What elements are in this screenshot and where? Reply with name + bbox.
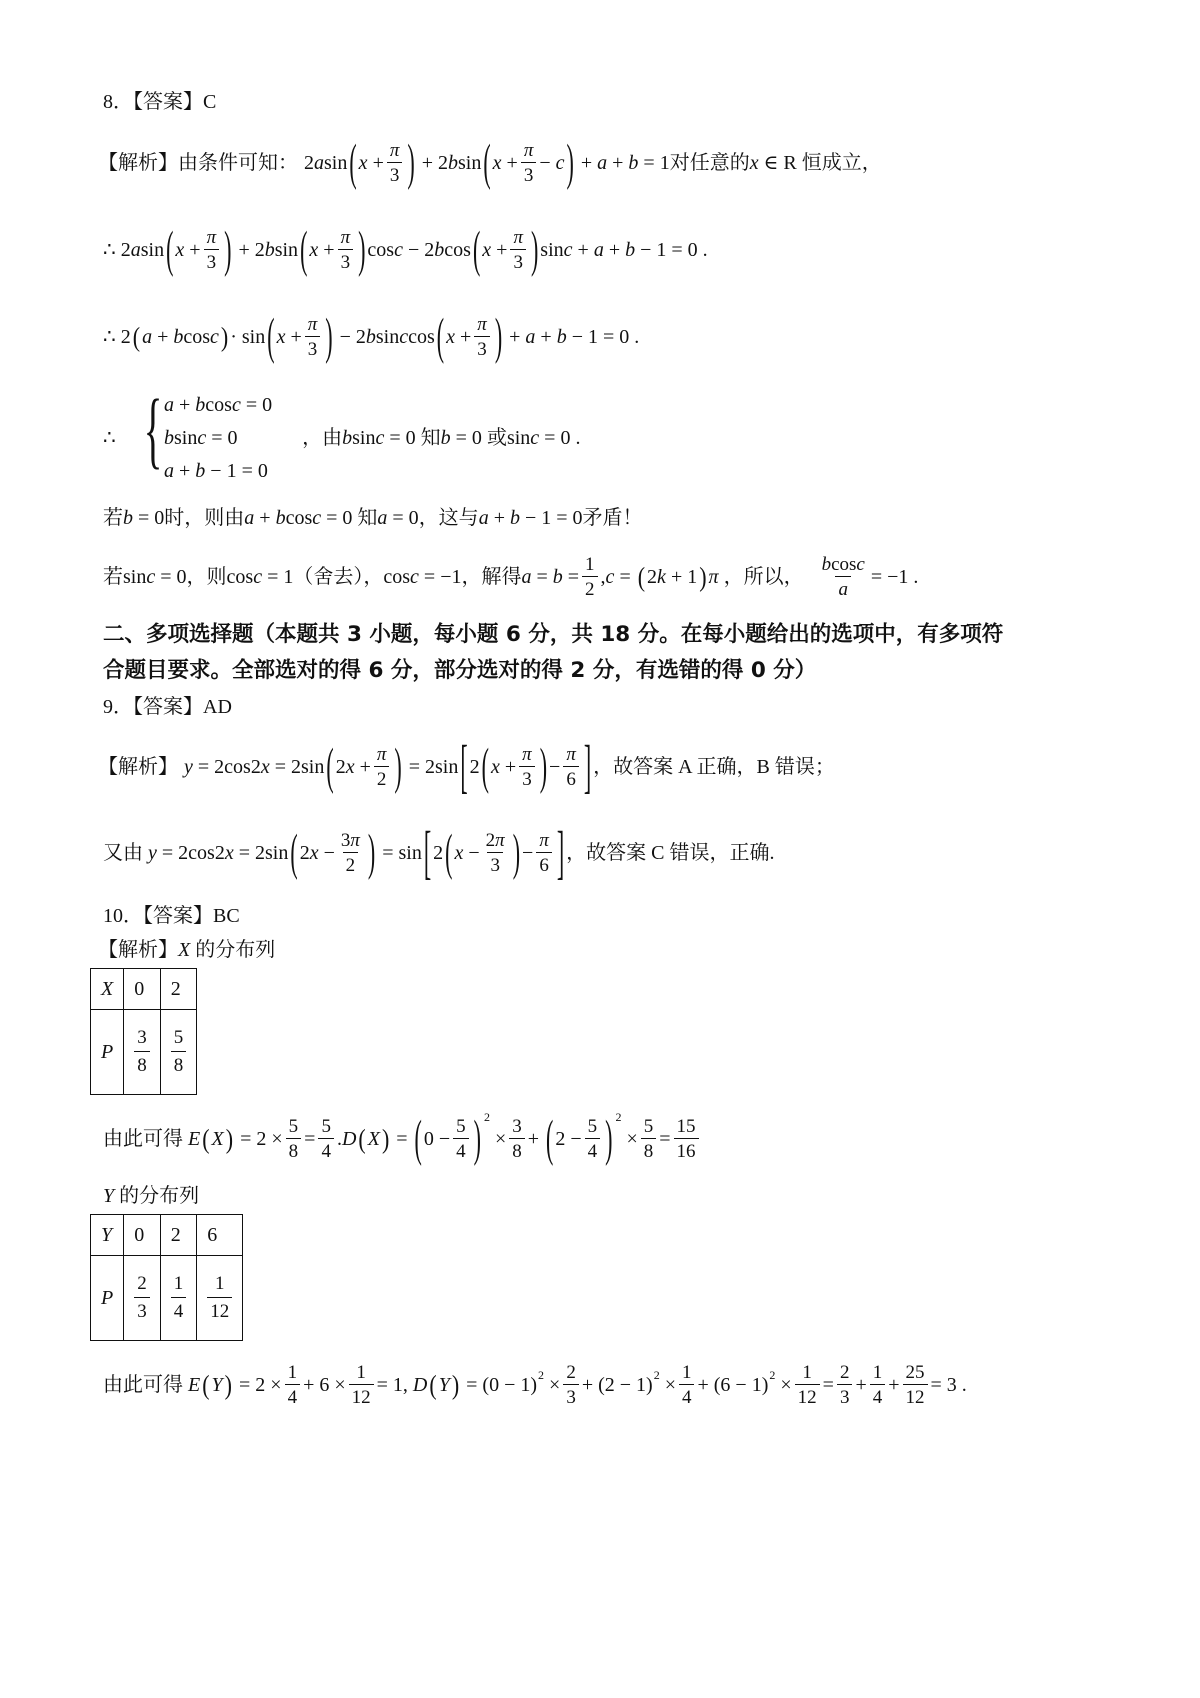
q10-answer: 10．【答案】BC [103,905,240,927]
q8-answer [103,92,1120,112]
q8-analysis-line-3: ∴ 2 ( a + b cos c ) · sin ( x + $\frac{\pi}{3}$ ) − 2 b sin c cos ( x + $\frac{\pi}{3}$ ) + a + b − 1 = 0 . [103,307,640,365]
q8-answer-label: 8．【答案】C [103,91,217,113]
q9-analysis-line-1: 【解析】 y = 2cos2 x = 2sin ( 2 x + $\frac{\pi}{2}$ ) = 2sin [ 2 ( x + $\frac{\pi}{3}$ ) − $\frac{\pi}{6}$ ] ，故答案 A 正确，B 错误； [98,731,835,800]
q8-analysis-line-2: ∴ 2 a sin ( x + $\frac{\pi}{3}$ ) + 2 b sin ( x + $\frac{\pi}{3}$ ) cos c − 2 b cos ( x + $\frac{\pi}{3}$ ) sin c + a + b − 1 = 0 . [103,220,708,278]
q8-analysis-line-6: 若 sin c = 0 ，则 cos c = 1 （舍去）， cos c = −1 ，解得 a = b = $\frac{1}{2}$ , c = ( 2 k + 1 ) π ，所以， $\frac{bcosc}{a}$ = −1 . [103,554,919,600]
q8-analysis-line-5: 若 b = 0 时，则由 a + b cos c = 0 知 a = 0 ，这与 a + b − 1 = 0 矛盾！ [103,507,643,529]
q8-analysis-line-1: 【解析】 由条件可知： 2 a sin ( x + $\frac{\pi}{3}$ ) + 2 b sin ( x + $\frac{\pi}{3}$ − c ) + a + b = 1 对任意的 x ∈ R 恒成立， [98,133,882,191]
q9-analysis-line-2: 又由 y = 2cos2 x = 2sin ( 2 x − $\frac{3\pi}{2}$ ) = sin [ 2 ( x − $\frac{2\pi}{3}$ ) − $\frac{\pi}{6}$ ] ，故答案 C 错误，正确. [103,817,775,886]
q10-x-dist-label: 【解析】 X 的分布列 [98,939,276,961]
y-distribution-table: Y 0 2 6 P $\frac{2}{3}$ $\frac{1}{4}$ $\frac{1}{12}$ [90,1214,243,1341]
equation-system: { a + bcosc = 0 bsinc = 0 a + b − 1 = 0 [143,381,273,482]
section-2-heading-line-2: 合题目要求。全部选对的得 6 分，部分选对的得 2 分，有选错的得 0 分） [103,658,817,683]
q10-y-expectation: 由此可得 E ( Y ) = 2 × $\frac{1}{4}$ + 6 × $\frac{1}{12}$ = 1, D ( Y ) = (0 − 1) 2 × $\frac{2}{3}$ + (2 − 1) 2 × $\frac{1}{4}$ + (6 − 1) 2 × $\frac{1}{12}$ = $\frac{2}{3}$ + $\frac{1}{4}$ + $\frac{25}{12}$ = 3 . [103,1362,967,1408]
section-2-heading-line-1: 二、多项选择题（本题共 3 小题，每小题 6 分，共 18 分。在每小题给出的选项中，有多项符 [103,622,1004,647]
q8-analysis-system: ∴ { a + bcosc = 0 bsinc = 0 a + b − 1 = 0 ，由 b sin c = 0 知 b = 0 或 sin c = 0 . [103,381,581,482]
q9-answer: 9．【答案】AD [103,696,232,718]
q10-y-dist-label: Y 的分布列 [103,1185,200,1207]
q10-x-expectation: 由此可得 E ( X ) = 2 × $\frac{5}{8}$ = $\frac{5}{4}$ . D ( X ) = ( 0 − $\frac{5}{4}$ ) 2 × $\frac{3}{8}$ + ( 2 − $\frac{5}{4}$ ) 2 × $\frac{5}{8}$ = $\frac{15}{16}$ [103,1114,1120,1164]
x-distribution-table: X 0 2 P $\frac{3}{8}$ $\frac{5}{8}$ [90,968,197,1095]
